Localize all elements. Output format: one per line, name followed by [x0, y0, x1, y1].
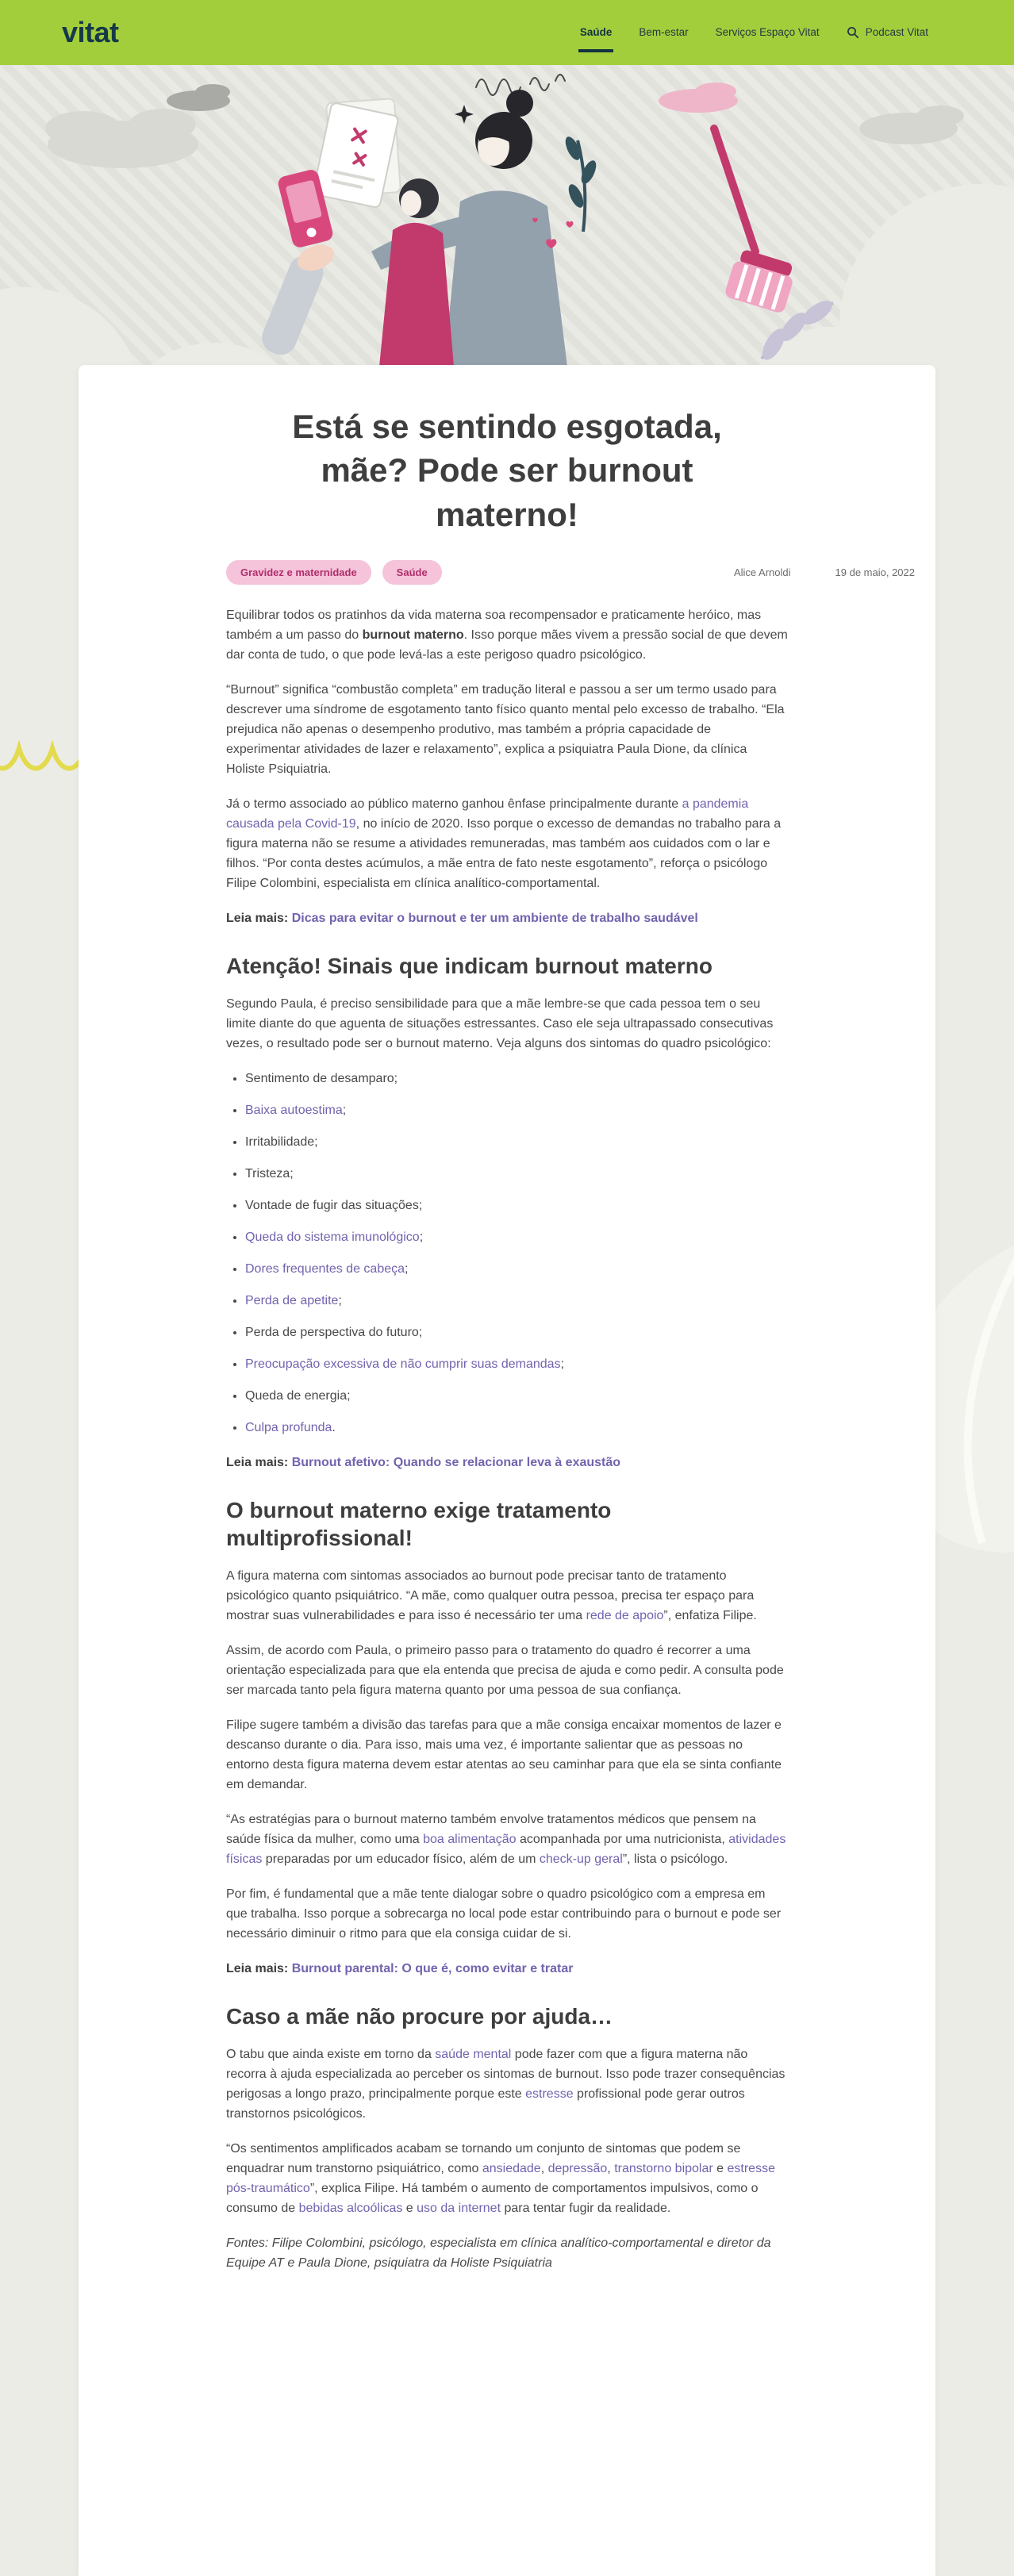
article-paragraph: [226, 2139, 788, 2218]
inline-link[interactable]: a pandemia causada pela Covid-19: [226, 797, 749, 831]
tag-saude[interactable]: Saúde: [382, 560, 442, 585]
text-segment: Já o termo associado ao público materno ganhou ênfase principalmente durante: [226, 797, 682, 812]
inline-link[interactable]: Baixa autoestima: [245, 1104, 343, 1118]
cloud-dark: [167, 84, 230, 111]
inline-link[interactable]: transtorno bipolar: [614, 2162, 713, 2176]
text-segment: ,: [540, 2162, 548, 2176]
article-body: [226, 605, 788, 2273]
child-figure: [379, 179, 454, 367]
text-segment: e: [402, 2202, 417, 2216]
symptom-list: [226, 1069, 788, 1438]
inline-link[interactable]: Dicas para evitar o burnout e ter um ambiente de trabalho saudável: [291, 912, 698, 926]
cloud-right: [859, 106, 964, 144]
inline-link[interactable]: boa alimentação: [423, 1833, 517, 1847]
text-segment: , no início de 2020. Isso porque o excesso de demandas no trabalho para a figura materna não se resume a atividades remuneradas, mas também aos cuidados com o lar e filhos. “Por conta destes acúmulos, a mãe entra de fato neste esgotamento”, reforça o psicólogo Filipe Colombini, especialista em clínica analítico-comportamental.: [226, 817, 782, 891]
text-segment: Fontes: Filipe Colombini, psicólogo, especialista em clínica analítico-comportamental e diretor da Equipe AT e Paula Dione, psiquiatra da Holiste Psiquiatria: [226, 2236, 771, 2271]
hero-illustration: [0, 65, 1014, 367]
text-segment: Sentimento de desamparo;: [245, 1072, 398, 1086]
text-segment: “Burnout” significa “combustão completa” em tradução literal e passou a ser um termo usado para descrever uma síndrome de esgotamento tanto físico quanto mental pelo excesso de trabalho. “Ela prejudica não apenas o desempenho produtivo, mas também a própria capacidade de experimentar atividades de lazer e relaxamento”, explica a psiquiatra Paula Dione, da clínica Holiste Psiquiatria.: [226, 683, 785, 777]
text-segment: Tristeza;: [245, 1167, 294, 1181]
text-segment: e: [712, 2162, 728, 2176]
inline-link[interactable]: Queda do sistema imunológico: [245, 1230, 420, 1245]
article-paragraph: [226, 1810, 788, 1869]
text-segment: Queda de energia;: [245, 1389, 351, 1403]
article-paragraph: [226, 1959, 788, 1979]
byline: [734, 566, 915, 578]
list-item: [245, 1196, 788, 1215]
text-segment: Por fim, é fundamental que a mãe tente dialogar sobre o quadro psicológico com a empresa em que trabalha. Isso porque a sobrecarga no local pode estar contribuindo para o burnout e pode ser necessário diminuir o ritmo para que ela consiga cuidar de si.: [226, 1887, 782, 1941]
inline-link[interactable]: saúde mental: [435, 2048, 512, 2062]
text-segment: Assim, de acordo com Paula, o primeiro passo para o tratamento do quadro é recorrer a uma orientação especializada para que ela entenda que precisa de ajuda e como pedir. A consulta pode ser marcada tanto pela figura materna quanto por uma pessoa de sua confiança.: [226, 1644, 784, 1698]
text-segment: ”, explica Filipe. Há também o aumento de comportamentos impulsivos, como o consumo de: [226, 2182, 759, 2216]
text-segment: Leia mais:: [226, 1962, 292, 1976]
text-segment: profissional pode gerar outros transtornos psicológicos.: [226, 2087, 745, 2121]
nav-item-servicos[interactable]: Serviços Espaço Vitat: [715, 25, 820, 38]
inline-link[interactable]: Burnout afetivo: Quando se relacionar leva à exaustão: [291, 1456, 621, 1470]
text-segment: preparadas por um educador físico, além de um: [262, 1852, 540, 1867]
nav-item-saude[interactable]: Saúde: [579, 25, 613, 38]
list-item: [245, 1291, 788, 1311]
article-paragraph: [226, 794, 788, 893]
inline-link[interactable]: check-up geral: [539, 1852, 623, 1867]
section-heading: O burnout materno exige tratamento multiprofissional!: [226, 1498, 612, 1551]
inline-link[interactable]: atividades físicas: [226, 1833, 786, 1867]
text-segment: ;: [405, 1262, 409, 1276]
nav-item-podcast[interactable]: Podcast Vitat: [865, 25, 928, 38]
text-segment: O tabu que ainda existe em torno da: [226, 2048, 436, 2062]
article-paragraph: [226, 2233, 788, 2273]
clipboard-papers: [313, 98, 401, 208]
article-paragraph: [226, 908, 788, 928]
main-nav: [580, 26, 928, 40]
text-segment: Segundo Paula, é preciso sensibilidade para que a mãe lembre-se que cada pessoa tem o seu limite diante do que aguenta de situações estressantes. Caso ele seja ultrapassado consecutivas vezes, o resultado pode ser o burnout materno. Veja alguns dos sintomas do quadro psicológico:: [226, 997, 774, 1051]
text-segment: A figura materna com sintomas associados ao burnout pode precisar tanto de tratamento psicológico quanto psiquiátrico. “A mãe, como qualquer outra pessoa, precisa ter espaço para mostrar suas vulnerabilidades e para isso é necessário ter uma: [226, 1569, 755, 1623]
plant: [563, 135, 599, 232]
inline-link[interactable]: ansiedade: [482, 2162, 541, 2176]
broom: [714, 129, 798, 314]
text-segment: Perda de perspectiva do futuro;: [245, 1326, 423, 1340]
page-title: Está se sentindo esgotada, mãe? Pode ser burnout materno!: [292, 408, 722, 533]
inline-link[interactable]: rede de apoio: [586, 1609, 664, 1623]
article-paragraph: [226, 605, 788, 665]
list-item: [245, 1323, 788, 1342]
inline-link[interactable]: bebidas alcoólicas: [298, 2202, 403, 2216]
inline-link[interactable]: Preocupação excessiva de não cumprir suas demandas: [245, 1357, 561, 1372]
text-segment: ;: [419, 1230, 424, 1245]
section-heading: Caso a mãe não procure por ajuda…: [226, 2004, 613, 2029]
article-paragraph: [226, 680, 788, 779]
vitat-logo[interactable]: vitat: [62, 16, 119, 48]
cloud-left: [45, 109, 198, 168]
inline-link[interactable]: Dores frequentes de cabeça: [245, 1262, 405, 1276]
text-segment: ;: [338, 1294, 342, 1308]
inline-link[interactable]: estresse pós-traumático: [226, 2162, 775, 2196]
article-meta: [226, 560, 915, 585]
text-segment: burnout materno: [362, 628, 464, 643]
inline-link[interactable]: Burnout parental: O que é, como evitar e tratar: [291, 1962, 574, 1976]
cloud-pink: [659, 83, 738, 113]
inline-link[interactable]: Culpa profunda: [245, 1421, 332, 1435]
tag-list: [226, 560, 442, 585]
list-item: [245, 1164, 788, 1184]
text-segment: acompanhada por uma nutricionista,: [516, 1833, 729, 1847]
text-segment: para tentar fugir da realidade.: [501, 2202, 671, 2216]
text-segment: ”, lista o psicólogo.: [622, 1852, 728, 1867]
text-segment: .: [332, 1421, 336, 1435]
text-segment: ,: [607, 2162, 615, 2176]
inline-link[interactable]: depressão: [547, 2162, 608, 2176]
list-item: [245, 1418, 788, 1438]
text-segment: ;: [560, 1357, 565, 1372]
text-segment: . Isso porque mães vivem a pressão social de que devem dar conta de tudo, o que pode levá-las a este perigoso quadro psicológico.: [226, 628, 788, 662]
article-paragraph: [226, 1641, 788, 1700]
text-segment: ;: [342, 1104, 347, 1118]
text-segment: Leia mais:: [226, 1456, 292, 1470]
inline-link[interactable]: Perda de apetite: [245, 1294, 339, 1308]
list-item: [245, 1132, 788, 1152]
list-item: [245, 1386, 788, 1406]
tag-gravidez-e-maternidade[interactable]: Gravidez e maternidade: [226, 560, 371, 585]
article-paragraph: [226, 1566, 788, 1626]
article-paragraph: [226, 1715, 788, 1795]
article-card: [79, 365, 935, 2576]
inline-link[interactable]: estresse: [525, 2087, 574, 2102]
search-icon[interactable]: [847, 26, 859, 39]
text-segment: “Os sentimentos amplificados acabam se tornando um conjunto de sintomas que podem se enquadrar num transtorno psiquiátrico, como: [226, 2142, 741, 2176]
nav-item-bem-estar[interactable]: Bem-estar: [639, 25, 689, 38]
list-item: [245, 1227, 788, 1247]
article-paragraph: [226, 994, 788, 1054]
text-segment: Irritabilidade;: [245, 1135, 318, 1150]
list-item: [245, 1069, 788, 1088]
section-heading: Atenção! Sinais que indicam burnout materno: [226, 954, 712, 979]
inline-link[interactable]: uso da internet: [417, 2202, 501, 2216]
site-header: [0, 0, 1014, 65]
sparkle: [455, 105, 474, 124]
text-segment: “As estratégias para o burnout materno também envolve tratamentos médicos que pensem na saúde física da mulher, como uma: [226, 1813, 756, 1847]
list-item: [245, 1354, 788, 1374]
search-and-podcast: [847, 26, 928, 40]
list-item: [245, 1259, 788, 1279]
author-name: Alice Arnoldi: [733, 566, 791, 579]
publish-date: 19 de maio, 2022: [835, 566, 915, 579]
text-segment: ”, enfatiza Filipe.: [663, 1609, 757, 1623]
text-segment: Leia mais:: [226, 912, 292, 926]
text-segment: Filipe sugere também a divisão das tarefas para que a mãe consiga encaixar momentos de lazer e descanso durante o dia. Para isso, mais uma vez, é importante salientar que as pessoas no entorno desta figura materna devem estar atentas ao seu caminhar para que ela se sinta confiante em demandar.: [226, 1718, 782, 1792]
article-paragraph: [226, 1884, 788, 1944]
article-paragraph: [226, 2044, 788, 2124]
text-segment: Vontade de fugir das situações;: [245, 1199, 423, 1213]
text-segment: pode fazer com que a figura materna não recorra à ajuda especializada ao perceber os sintomas de burnout. Isso pode trazer consequências perigosas a longo prazo, principalmente porque este: [226, 2048, 785, 2102]
article-paragraph: [226, 1453, 788, 1472]
list-item: [245, 1100, 788, 1120]
text-segment: Equilibrar todos os pratinhos da vida materna soa recompensador e praticamente heróico, mas também a um passo do: [226, 608, 762, 643]
